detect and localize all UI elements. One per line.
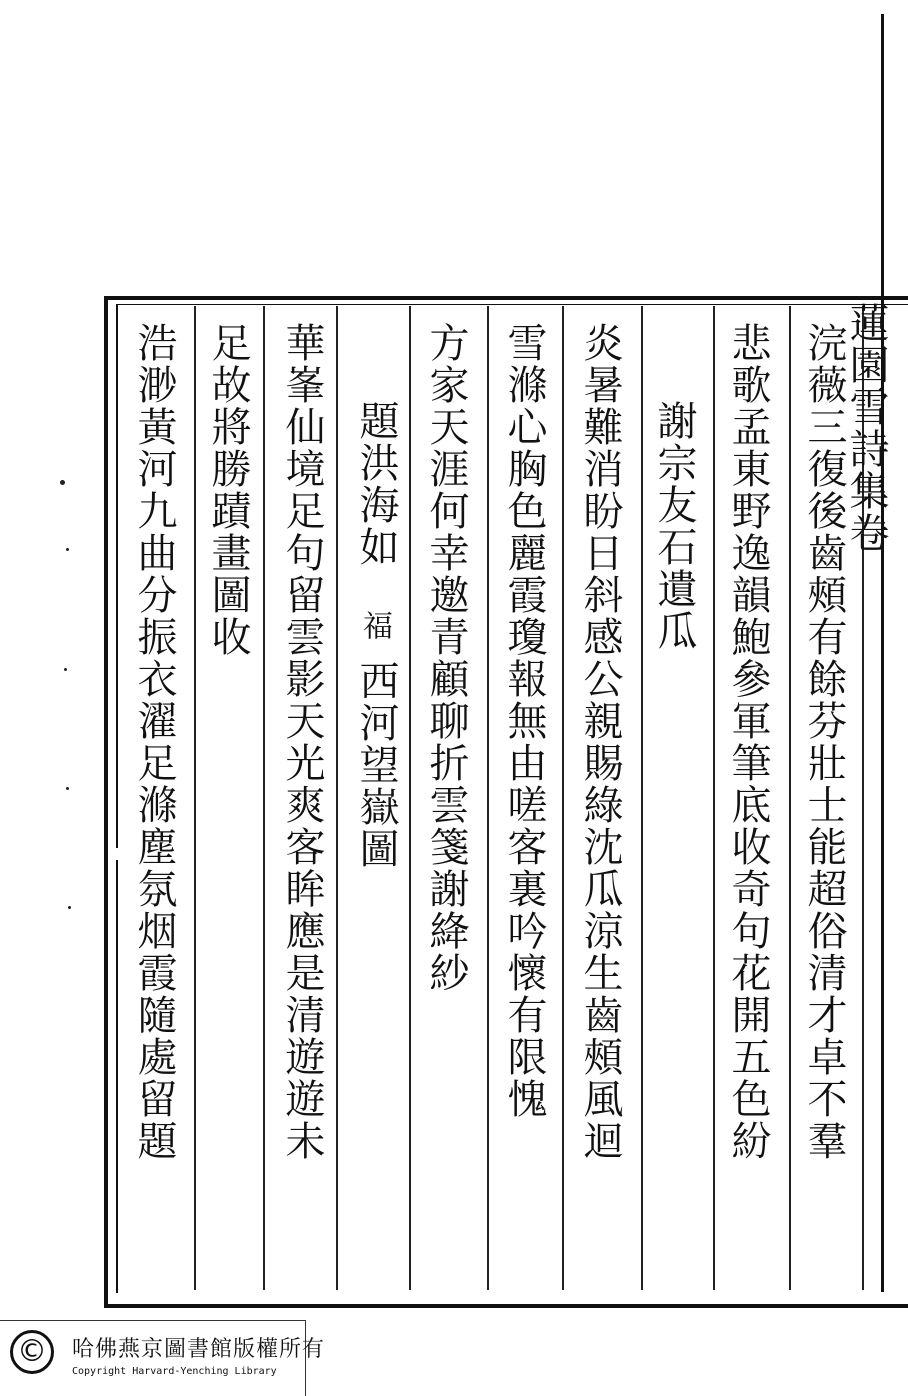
column-rule <box>562 306 564 1290</box>
column-rule <box>263 306 265 1290</box>
book-title-column: 蓮園雪詩集卷 <box>843 302 889 554</box>
poem-title-part: 西河望嶽圖 <box>353 660 399 870</box>
poem-line: 方家天涯何幸邀青顧聊折雲箋謝絳紗 <box>423 322 469 994</box>
border-gap <box>116 848 118 860</box>
poem-line: 浩渺黃河九曲分振衣濯足滌塵氛烟霞隨處留題 <box>131 322 177 1162</box>
column-rule <box>194 306 196 1290</box>
poem-line: 悲歌孟東野逸韻鮑參軍筆底收奇句花開五色紛 <box>725 322 771 1162</box>
column-rule <box>409 306 411 1290</box>
copyright-text-chinese: 哈佛燕京圖書館版權所有 <box>72 1337 326 1362</box>
poem-line: 炎暑難消盼日斜感公親賜綠沈瓜涼生齒頰風迴 <box>577 322 623 1162</box>
copyright-icon: © <box>10 1330 54 1374</box>
scan-speck <box>64 668 67 671</box>
scan-speck <box>68 906 71 909</box>
column-rule <box>641 306 643 1290</box>
column-rule <box>336 306 338 1290</box>
poem-line: 華峯仙境足句留雲影天光爽客眸應是清遊遊未 <box>279 322 325 1162</box>
column-rule <box>789 306 791 1290</box>
column-rule <box>713 306 715 1290</box>
scan-speck <box>60 480 65 485</box>
poem-line: 足故將勝蹟畫圖收 <box>205 322 251 658</box>
poem-title-part: 題洪海如 <box>353 400 399 568</box>
column-rule <box>487 306 489 1290</box>
scan-speck <box>66 787 69 790</box>
poem-line: 浣薇三復後齒頰有餘芬壯士能超俗清才卓不羣 <box>801 322 847 1162</box>
scan-speck <box>66 548 69 551</box>
poem-title-note: 福 <box>357 610 392 640</box>
poem-title: 謝宗友石遺瓜 <box>651 400 697 652</box>
copyright-text-english: Copyright Harvard-Yenching Library <box>72 1366 277 1377</box>
poem-line: 雪滌心胸色麗霞瓊報無由嗟客裏吟懷有限愧 <box>501 322 547 1120</box>
